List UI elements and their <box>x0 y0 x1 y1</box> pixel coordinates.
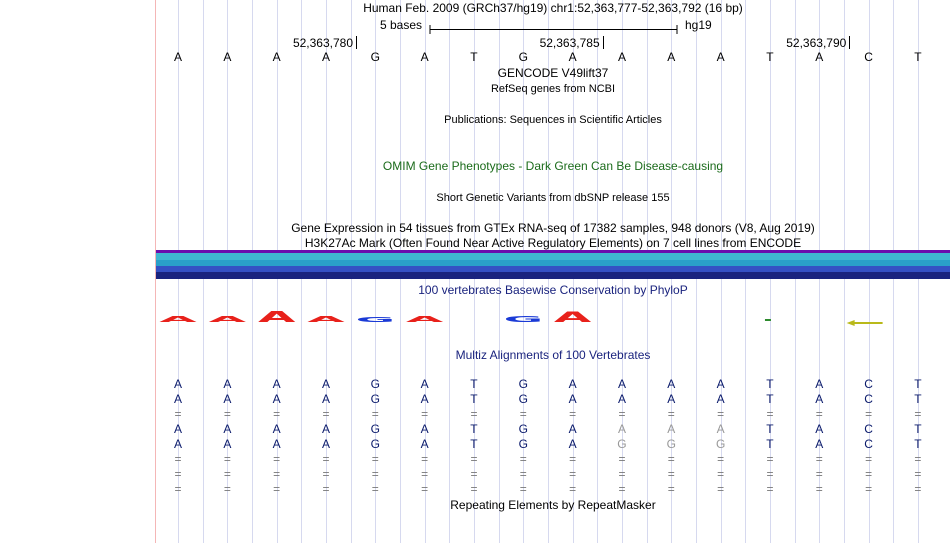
alignment-base: A <box>667 422 676 436</box>
alignment-base: = <box>569 482 577 496</box>
alignment-base: A <box>223 377 232 391</box>
conservation-letter: A <box>208 315 247 324</box>
publications-track-title[interactable]: Publications: Sequences in Scientific Articles <box>444 114 662 126</box>
reference-base: A <box>617 50 626 64</box>
alignment-base: = <box>223 467 231 481</box>
alignment-base: = <box>174 452 182 466</box>
alignment-base: C <box>864 437 873 451</box>
alignment-base: = <box>421 482 429 496</box>
reference-base: A <box>173 50 182 64</box>
reference-base: A <box>568 50 577 64</box>
reference-base: A <box>815 50 824 64</box>
reference-base: G <box>370 50 380 64</box>
omim-track-title[interactable]: OMIM Gene Phenotypes - Dark Green Can Be Disease-causing <box>382 159 724 173</box>
coordinate-label: 52,363,785 <box>540 36 604 50</box>
alignment-base: T <box>914 437 922 451</box>
alignment-base: A <box>667 392 676 406</box>
window-position-text: Human Feb. 2009 (GRCh37/hg19) chr1:52,363,777-52,363,792 (16 bp) <box>363 1 743 15</box>
alignment-base: = <box>717 482 725 496</box>
alignment-base: = <box>273 482 281 496</box>
alignment-base: A <box>173 437 182 451</box>
reference-base: A <box>667 50 676 64</box>
conservation-letter: A <box>159 315 197 324</box>
alignment-base: C <box>864 422 873 436</box>
alignment-base: = <box>174 482 182 496</box>
alignment-base: = <box>470 467 478 481</box>
alignment-base: A <box>321 422 330 436</box>
reference-base: A <box>223 50 232 64</box>
alignment-base: G <box>370 422 380 436</box>
alignment-base: = <box>865 407 873 421</box>
alignment-base: A <box>815 437 824 451</box>
alignment-base: A <box>420 392 429 406</box>
alignment-base: = <box>815 407 823 421</box>
alignment-base: = <box>174 407 182 421</box>
alignment-base: = <box>421 407 429 421</box>
alignment-base: = <box>914 482 922 496</box>
genome-browser-image[interactable] <box>156 0 950 543</box>
alignment-base: A <box>223 422 232 436</box>
alignment-base: A <box>173 422 182 436</box>
alignment-base: A <box>667 377 676 391</box>
alignment-base: = <box>470 482 478 496</box>
alignment-base: = <box>519 482 527 496</box>
reference-base: T <box>914 50 922 64</box>
dbsnp-track-title[interactable]: Short Genetic Variants from dbSNP release 155 <box>436 192 670 204</box>
gencode-track-title[interactable]: GENCODE V49lift37 <box>497 66 609 80</box>
alignment-base: A <box>223 392 232 406</box>
alignment-base: = <box>273 407 281 421</box>
coordinate-label: 52,363,780 <box>293 36 357 50</box>
alignment-base: = <box>865 452 873 466</box>
alignment-base: = <box>470 407 478 421</box>
conservation-letter: A <box>307 315 345 324</box>
alignment-base: = <box>322 467 330 481</box>
alignment-base: = <box>519 407 527 421</box>
alignment-base: = <box>569 452 577 466</box>
alignment-base: = <box>667 407 675 421</box>
alignment-base: = <box>667 482 675 496</box>
alignment-base: T <box>470 422 478 436</box>
alignment-base: = <box>717 467 725 481</box>
alignment-base: A <box>568 422 577 436</box>
alignment-base: = <box>569 407 577 421</box>
alignment-base: = <box>371 467 379 481</box>
reference-base: A <box>272 50 281 64</box>
alignment-base: G <box>666 437 676 451</box>
conservation-mark <box>847 320 883 326</box>
alignment-base: = <box>914 452 922 466</box>
alignment-base: C <box>864 377 873 391</box>
alignment-base: A <box>716 422 725 436</box>
reference-base: G <box>518 50 528 64</box>
alignment-base: T <box>470 377 478 391</box>
alignment-base: = <box>371 482 379 496</box>
alignment-base: = <box>667 452 675 466</box>
conservation-letter: G <box>355 315 396 324</box>
alignment-base: T <box>766 437 774 451</box>
alignment-base: C <box>864 392 873 406</box>
alignment-base: = <box>569 467 577 481</box>
alignment-base: = <box>371 407 379 421</box>
repeatmasker-track-title[interactable]: Repeating Elements by RepeatMasker <box>450 498 656 512</box>
alignment-base: A <box>815 422 824 436</box>
h3k27ac-track-title[interactable]: H3K27Ac Mark (Often Found Near Active Regulatory Elements) on 7 cell lines from ENCODE <box>304 236 802 250</box>
alignment-base: G <box>518 392 528 406</box>
reference-base: T <box>766 50 774 64</box>
reference-base: T <box>470 50 478 64</box>
alignment-base: A <box>321 392 330 406</box>
scale-assembly: hg19 <box>685 18 712 32</box>
coordinate-label: 52,363,790 <box>786 36 850 50</box>
conservation-letter: A <box>405 315 444 324</box>
alignment-base: = <box>174 467 182 481</box>
alignment-base: A <box>173 377 182 391</box>
alignment-base: A <box>617 422 626 436</box>
alignment-base: A <box>815 377 824 391</box>
alignment-base: A <box>815 392 824 406</box>
alignment-base: = <box>618 452 626 466</box>
alignment-base: = <box>223 482 231 496</box>
alignment-base: = <box>223 407 231 421</box>
reference-base: A <box>321 50 330 64</box>
alignment-base: G <box>518 422 528 436</box>
alignment-base: A <box>272 377 281 391</box>
alignment-base: = <box>717 407 725 421</box>
alignment-base: = <box>421 467 429 481</box>
alignment-base: A <box>173 392 182 406</box>
alignment-base: G <box>370 437 380 451</box>
alignment-base: G <box>370 392 380 406</box>
alignment-base: = <box>815 482 823 496</box>
alignment-base: = <box>865 482 873 496</box>
alignment-base: = <box>815 467 823 481</box>
alignment-base: A <box>272 437 281 451</box>
conservation-letter: A <box>257 308 296 326</box>
alignment-base: G <box>518 377 528 391</box>
conservation-mark <box>765 319 771 321</box>
alignment-base: T <box>470 437 478 451</box>
alignment-base: A <box>420 377 429 391</box>
alignment-base: G <box>617 437 627 451</box>
alignment-base: A <box>568 377 577 391</box>
conservation-letter: G <box>503 315 544 324</box>
alignment-base: = <box>273 452 281 466</box>
alignment-base: G <box>370 377 380 391</box>
alignment-base: T <box>766 422 774 436</box>
multiz-track-title[interactable]: Multiz Alignments of 100 Vertebrates <box>455 348 651 362</box>
alignment-base: A <box>420 422 429 436</box>
alignment-base: = <box>618 467 626 481</box>
alignment-base: A <box>568 437 577 451</box>
alignment-base: = <box>766 467 774 481</box>
alignment-base: T <box>766 392 774 406</box>
track-label-column <box>0 0 156 543</box>
alignment-base: T <box>914 377 922 391</box>
alignment-base: = <box>470 452 478 466</box>
alignment-base: A <box>716 377 725 391</box>
reference-base: C <box>864 50 873 64</box>
gtex-track-title[interactable]: Gene Expression in 54 tissues from GTEx RNA-seq of 17382 samples, 948 donors (V8, Aug 2019) <box>291 221 815 235</box>
alignment-base: = <box>273 467 281 481</box>
alignment-base: A <box>223 437 232 451</box>
alignment-base: A <box>272 422 281 436</box>
alignment-base: = <box>667 467 675 481</box>
alignment-base: = <box>519 467 527 481</box>
reference-base: A <box>420 50 429 64</box>
alignment-base: = <box>371 452 379 466</box>
alignment-base: = <box>717 452 725 466</box>
alignment-base: T <box>914 392 922 406</box>
alignment-base: = <box>914 407 922 421</box>
alignment-base: A <box>272 392 281 406</box>
alignment-base: = <box>421 452 429 466</box>
alignment-base: = <box>322 452 330 466</box>
alignment-base: = <box>815 452 823 466</box>
alignment-base: = <box>766 407 774 421</box>
alignment-base: = <box>766 482 774 496</box>
alignment-base: = <box>865 467 873 481</box>
alignment-base: A <box>716 392 725 406</box>
alignment-base: = <box>766 452 774 466</box>
alignment-base: = <box>519 452 527 466</box>
alignment-base: T <box>766 377 774 391</box>
alignment-base: T <box>914 422 922 436</box>
alignment-base: A <box>321 377 330 391</box>
alignment-base: A <box>617 377 626 391</box>
alignment-base: G <box>715 437 726 451</box>
conservation-letter: A <box>553 309 592 326</box>
phylop-track-title[interactable]: 100 vertebrates Basewise Conservation by PhyloP <box>418 283 688 297</box>
alignment-base: A <box>568 392 577 406</box>
alignment-base: G <box>518 437 528 451</box>
alignment-base: A <box>420 437 429 451</box>
alignment-base: = <box>322 482 330 496</box>
alignment-base: = <box>618 482 626 496</box>
refseq-track-title[interactable]: RefSeq genes from NCBI <box>490 83 616 95</box>
alignment-base: = <box>914 467 922 481</box>
alignment-base: = <box>618 407 626 421</box>
alignment-base: = <box>223 452 231 466</box>
alignment-base: A <box>617 392 626 406</box>
alignment-base: = <box>322 407 330 421</box>
alignment-base: A <box>321 437 330 451</box>
scale-bases-text: 5 bases <box>380 18 423 32</box>
reference-base: A <box>716 50 725 64</box>
alignment-base: T <box>470 392 478 406</box>
